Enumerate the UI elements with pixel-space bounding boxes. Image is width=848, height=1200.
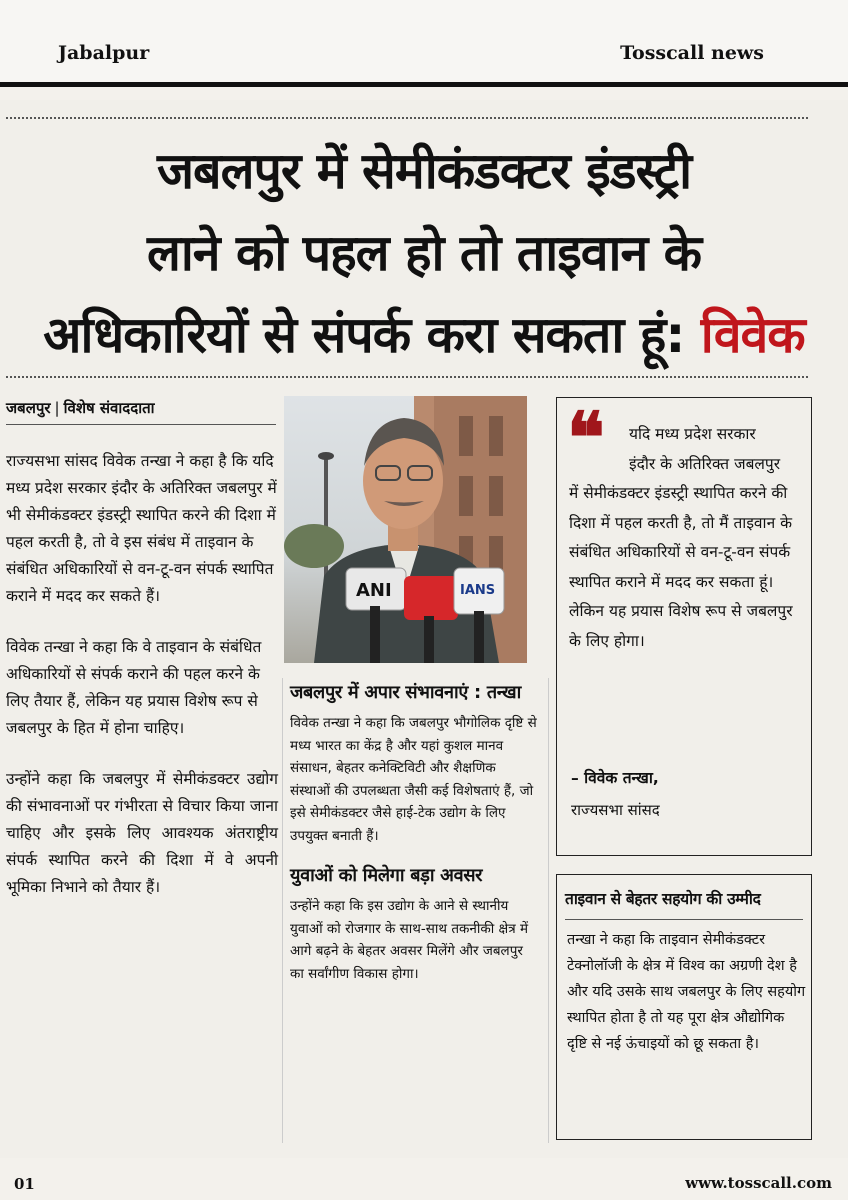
headline-line-1: जबलपुर में सेमीकंडक्टर इंडस्ट्री <box>156 142 692 200</box>
headline-line-2: लाने को पहल हो तो ताइवान के <box>146 224 702 282</box>
byline-place: जबलपुर <box>6 399 51 417</box>
subhead-2-body: उन्होंने कहा कि इस उद्योग के आने से स्थानीय युवाओं को रोजगार के साथ-साथ तकनीकी क्षेत्र में आगे बढ़ने के बेहतर अवसर मिलेंगे और जबलपुर का सर्वांगीण विकास होगा। <box>290 898 529 982</box>
side-story-title: ताइवान से बेहतर सहयोग की उम्मीद <box>565 890 761 908</box>
side-story-rule <box>565 919 803 920</box>
photo-illustration <box>284 396 527 663</box>
website-link[interactable]: www.tosscall.com <box>685 1174 832 1192</box>
quote-line-a: यदि मध्य प्रदेश सरकार <box>629 425 756 443</box>
top-bar <box>0 0 848 82</box>
mic-label-ians: IANS <box>460 583 496 598</box>
page-number: 01 <box>14 1175 35 1193</box>
header-rule <box>0 82 848 87</box>
dotted-divider-mid <box>6 376 808 378</box>
quote-mark-icon: ❝ <box>567 396 605 479</box>
pull-quote-box <box>556 397 812 856</box>
paragraph-2: विवेक तन्खा ने कहा कि वे ताइवान के संबंधित अधिकारियों से संपर्क कराने की पहल करने के लिए तैयार हैं, लेकिन यह प्रयास विशेष रूप से जबलपुर के हित में होना चाहिए। <box>6 638 262 737</box>
paragraph-1: राज्यसभा सांसद विवेक तन्खा ने कहा है कि यदि मध्य प्रदेश सरकार इंदौर के अतिरिक्त जबलपुर में भी सेमीकंडक्टर इंडस्ट्री स्थापित करने की दिशा में पहल करती है, तो वे इस संबंध में ताइवान के संबंधित अधिकारियों से वन-टू-वन संपर्क स्थापित कराने में मदद कर सकते हैं। <box>6 452 277 605</box>
city-label: Jabalpur <box>58 42 150 64</box>
subhead-2: युवाओं को मिलेगा बड़ा अवसर <box>290 865 483 886</box>
quote-text <box>569 420 805 656</box>
quote-rest: में सेमीकंडक्टर इंडस्ट्री स्थापित करने की दिशा में पहल करती है, तो मैं ताइवान के संबंधित अधिकारियों से वन-टू-वन संपर्क स्थापित कराने में मदद कर सकता हूं। लेकिन यह प्रयास विशेष रूप से जबलपुर के लिए होगा। <box>569 484 793 650</box>
headline-line-3-text: अधिकारियों से संपर्क करा सकता हूं: <box>43 306 685 364</box>
subhead-1: जबलपुर में अपार संभावनाएं : तन्खा <box>290 682 521 703</box>
side-story-body: तन्खा ने कहा कि ताइवान सेमीकंडक्टर टेक्नोलॉजी के क्षेत्र में विश्व का अग्रणी देश है और यदि उसके साथ जबलपुर के लिए सहयोग स्थापित होता है तो यह पूरा क्षेत्र औद्योगिक दृष्टि से नई ऊंचाइयों को छू सकता है। <box>567 932 806 1052</box>
byline <box>6 398 155 418</box>
quote-author: – विवेक तन्खा, <box>571 769 659 787</box>
article-column-1 <box>6 448 278 925</box>
news-photo <box>284 396 527 663</box>
side-story-box <box>556 874 812 1140</box>
headline-name: विवेक <box>700 306 805 364</box>
quote-line-b: इंदौर के अतिरिक्त जबलपुर <box>629 454 781 473</box>
column-divider-left <box>282 678 283 1143</box>
dotted-divider-top <box>6 117 808 119</box>
mic-label-ani: ANI <box>356 580 392 601</box>
brand-name: Tosscall news <box>620 42 764 64</box>
column-divider-right <box>548 678 549 1143</box>
paragraph-3: उन्होंने कहा कि जबलपुर में सेमीकंडक्टर उद्योग की संभावनाओं पर गंभीरता से विचार किया जाना चाहिए और इसके लिए आवश्यक अंतराष्ट्रीय संपर्क स्थापित करने की दिशा में वे अपनी भूमिका निभाने को तैयार हैं। <box>6 770 278 896</box>
byline-reporter: विशेष संवाददाता <box>63 399 155 417</box>
byline-rule <box>6 424 276 425</box>
subhead-1-body: विवेक तन्खा ने कहा कि जबलपुर भौगोलिक दृष्टि से मध्य भारत का केंद्र है और यहां कुशल मानव संसाधन, बेहतर कनेक्टिविटी और शैक्षणिक संस्थाओं की उपलब्धता जैसी कई विशेषताएं हैं, जो इसे सेमीकंडक्टर जैसे हाई-टेक उद्योग के लिए उपयुक्त बनाती हैं। <box>290 715 537 844</box>
byline-separator: | <box>54 399 60 417</box>
article-column-2 <box>290 678 540 985</box>
quote-author-role: राज्यसभा सांसद <box>571 801 660 819</box>
